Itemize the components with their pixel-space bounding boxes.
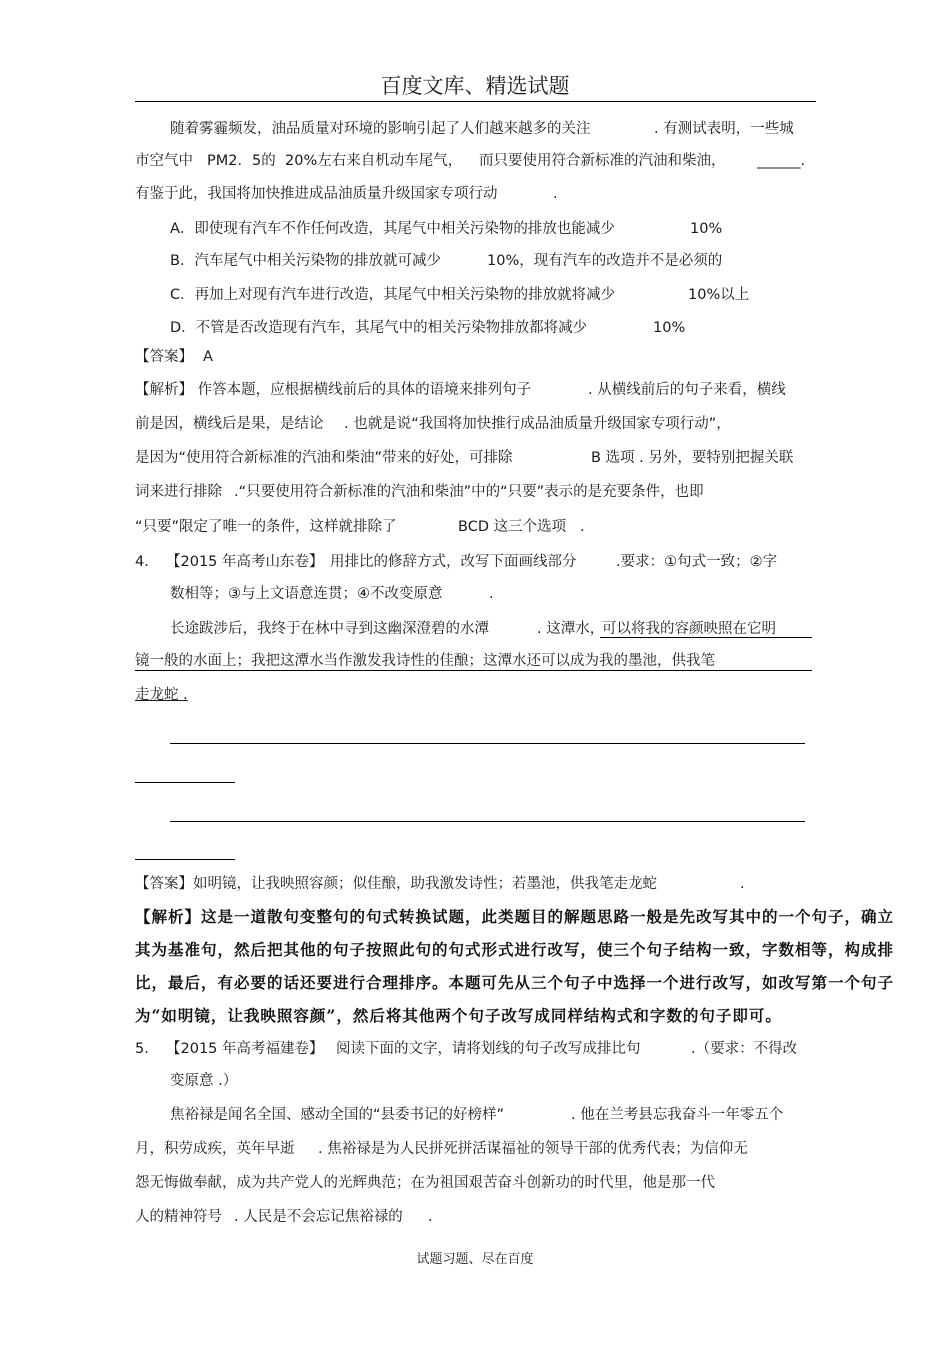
q3-analysis-2b: . 也就是说“我国将加快推行成品油质量升级国家专项行动”， [344, 416, 731, 432]
q4-analysis-3: 比，最后，有必要的话还要进行合理排序。本题可先从三个句子中选择一个进行改写，如改写第一个句子 [135, 973, 895, 992]
q4-source: 【2015 年高考山东卷】 [166, 554, 324, 570]
q3-analysis-3a: 是因为“使用符合新标准的汽油和柴油”带来的好处，可排除 [135, 450, 513, 466]
q5-passage-4c: . [428, 1209, 433, 1225]
q3-line3: 有鉴于此，我国将加快推进成品油质量升级国家专项行动 [135, 186, 498, 202]
q4-answer: 【答案】如明镜，让我映照容颜；似佳酿，助我激发诗性；若墨池，供我笔走龙蛇 [135, 876, 657, 892]
q5-passage-2: 月，积劳成疾，英年早逝 [135, 1141, 295, 1157]
answer-blank-line-2 [135, 782, 235, 783]
option-a: A．即使现有汽车不作任何改造，其尾气中相关污染物的排放也能减少 [170, 221, 615, 237]
q4-analysis-2: 其为基准句，然后把其他的句子按照此句的句式形式进行改写，使三个句子结构一致，字数相等，构成排 [135, 940, 895, 959]
q3-line2-d: 而只要使用符合新标准的汽油和柴油， [479, 153, 726, 169]
q3-line1-tail: . 有测试表明，一些城 [654, 121, 794, 137]
q5-passage-1: 焦裕禄是闻名全国、感动全国的“县委书记的好榜样” [170, 1107, 505, 1123]
q5-passage-4b: . 人民是不会忘记焦裕禄的 [234, 1209, 403, 1225]
q5-passage-1b: . 他在兰考县忘我奋斗一年零五个 [571, 1107, 784, 1123]
q4-requirement-2: .要求：①句式一致；②字 [616, 554, 778, 570]
page-footer: 试题习题、尽在百度 [416, 1252, 534, 1267]
q3-answer: A [203, 349, 213, 365]
q3-analysis-1a: 【解析】 作答本题，应根据横线前后的具体的语境来排列句子 [135, 382, 532, 398]
q3-line1: 随着雾霾频发，油品质量对环境的影响引起了人们越来越多的关注 [170, 121, 591, 137]
option-b-tail: 10%，现有汽车的改造并不是必须的 [487, 253, 723, 269]
q5-source: 【2015 年高考福建卷】 [166, 1041, 324, 1057]
q3-line2-b: PM2．5的 [207, 153, 276, 169]
q4-passage-3: 走龙蛇 . [135, 687, 188, 703]
q3-analysis-2a: 前是因，横线后是果，是结论 [135, 416, 324, 432]
q3-line3-tail: . [553, 186, 558, 202]
q5-number: 5. [135, 1041, 149, 1057]
q5-passage-3: 怨无悔做奉献，成为共产党人的光辉典范；在为祖国艰苦奋斗创新功的时代里，他是那一代 [135, 1175, 715, 1191]
q3-analysis-4b: .“只要使用符合新标准的汽油和柴油”中的“只要”表示的是充要条件，也即 [234, 484, 704, 500]
header-rule [135, 101, 816, 102]
q4-passage-underline-2 [135, 670, 812, 671]
answer-blank-line-1 [170, 743, 805, 744]
q5-requirement-2: .（要求：不得改 [691, 1041, 798, 1057]
q4-passage-underline-1 [600, 637, 812, 638]
q3-line2-a: 市空气中 [135, 153, 193, 169]
q3-blank: ______. [757, 153, 806, 169]
q4-answer-end: . [740, 876, 745, 892]
q3-analysis-3b: B 选项 . 另外，要特别把握关联 [591, 450, 794, 466]
q3-analysis-1b: . 从横线前后的句子来看，横线 [588, 382, 786, 398]
page-header: 百度文库、精选试题 [380, 74, 570, 98]
option-c-tail: 10%以上 [688, 287, 750, 303]
q5-requirement: 阅读下面的文字，请将划线的句子改写成排比句 [336, 1041, 641, 1057]
q4-passage-1c: 可以将我的容颜映照在它明 [602, 621, 776, 637]
q5-requirement-3: 变原意 .） [170, 1073, 238, 1089]
q3-answer-label: 【答案】 [135, 349, 193, 365]
option-b: B．汽车尾气中相关污染物的排放就可减少 [170, 253, 441, 269]
option-a-pct: 10% [690, 221, 723, 237]
option-d: D．不管是否改造现有汽车，其尾气中的相关污染物排放都将减少 [170, 320, 588, 336]
q3-line2-c: 20%左右来自机动车尾气， [285, 153, 463, 169]
option-d-pct: 10% [653, 320, 686, 336]
answer-blank-line-3 [170, 821, 805, 822]
q3-analysis-4a: 词来进行排除 [135, 484, 222, 500]
q5-passage-2b: . 焦裕禄是为人民拼死拼活谋福祉的领导干部的优秀代表；为信仰无 [318, 1141, 748, 1157]
q4-passage-1b: . 这潭水， [537, 621, 605, 637]
q4-number: 4. [135, 554, 149, 570]
q4-analysis-1: 【解析】这是一道散句变整句的句式转换试题，此类题目的解题思路一般是先改写其中的一个句子，确立 [135, 907, 895, 926]
option-c: C．再加上对现有汽车进行改造，其尾气中相关污染物的排放就将减少 [170, 287, 616, 303]
q4-passage-1: 长途跋涉后，我终于在林中寻到这幽深澄碧的水潭 [170, 621, 489, 637]
q3-analysis-5a: “只要”限定了唯一的条件，这样就排除了 [135, 519, 397, 535]
q3-analysis-5b: BCD 这三个选项 [458, 519, 567, 535]
q4-requirement: 用排比的修辞方式，改写下面画线部分 [330, 554, 577, 570]
q4-passage-2: 镜一般的水面上；我把这潭水当作激发我诗性的佳酿；这潭水还可以成为我的墨池，供我笔 [135, 653, 715, 669]
q4-analysis-4: 为“如明镜，让我映照容颜”，然后将其他两个句子改写成同样结构式和字数的句子即可。 [135, 1006, 782, 1025]
answer-blank-line-4 [135, 859, 235, 860]
q4-requirement-3: 数相等；③与上文语意连贯；④不改变原意 [170, 586, 443, 602]
q5-passage-4: 人的精神符号 [135, 1209, 222, 1225]
q3-analysis-5c: . [580, 519, 585, 535]
q4-requirement-3-end: . [489, 586, 494, 602]
